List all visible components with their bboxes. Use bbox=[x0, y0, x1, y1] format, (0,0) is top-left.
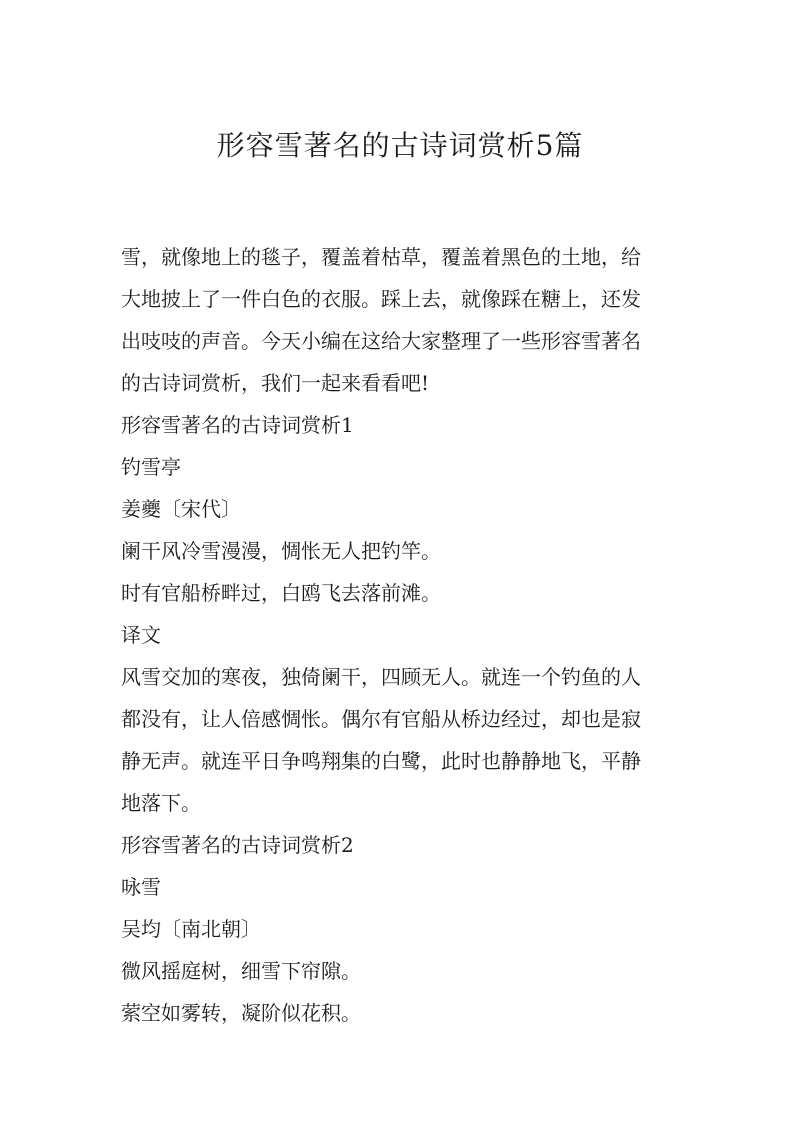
section-heading-1: 形容雪著名的古诗词赏析1 bbox=[121, 413, 354, 437]
intro-line-2: 大地披上了一件白色的衣服。踩上去，就像踩在糖上，还发 bbox=[121, 287, 641, 311]
translation-line-1: 风雪交加的寒夜，独倚阑干，四顾无人。就连一个钓鱼的人 bbox=[121, 665, 641, 689]
section-heading-2: 形容雪著名的古诗词赏析2 bbox=[121, 833, 354, 857]
translation-line-3: 静无声。就连平日争鸣翔集的白鹭，此时也静静地飞，平静 bbox=[121, 749, 641, 773]
translation-line-4: 地落下。 bbox=[121, 791, 201, 815]
translation-line-2: 都没有，让人倍感惆怅。偶尔有官船从桥边经过，却也是寂 bbox=[121, 707, 641, 731]
poem-title-2: 咏雪 bbox=[121, 875, 161, 899]
poem-title-1: 钓雪亭 bbox=[121, 455, 181, 479]
poem-verse-2a: 微风摇庭树，细雪下帘隙。 bbox=[121, 959, 361, 983]
intro-line-4: 的古诗词赏析，我们一起来看看吧! bbox=[121, 371, 430, 395]
document-body bbox=[121, 236, 689, 1034]
poem-verse-2b: 萦空如雾转，凝阶似花积。 bbox=[121, 1001, 361, 1025]
poem-author-2: 吴均〔南北朝〕 bbox=[121, 917, 261, 941]
poem-author-1: 姜夔〔宋代〕 bbox=[121, 497, 241, 521]
intro-line-3: 出吱吱的声音。今天小编在这给大家整理了一些形容雪著名 bbox=[121, 329, 641, 353]
poem-verse-1b: 时有官船桥畔过，白鸥飞去落前滩。 bbox=[121, 581, 441, 605]
document-title: 形容雪著名的古诗词赏析5篇 bbox=[216, 129, 584, 162]
poem-verse-1a: 阑干风冷雪漫漫，惆怅无人把钓竿。 bbox=[121, 539, 441, 563]
intro-line-1: 雪，就像地上的毯子，覆盖着枯草，覆盖着黑色的土地，给 bbox=[121, 245, 641, 269]
translation-heading: 译文 bbox=[121, 623, 161, 647]
